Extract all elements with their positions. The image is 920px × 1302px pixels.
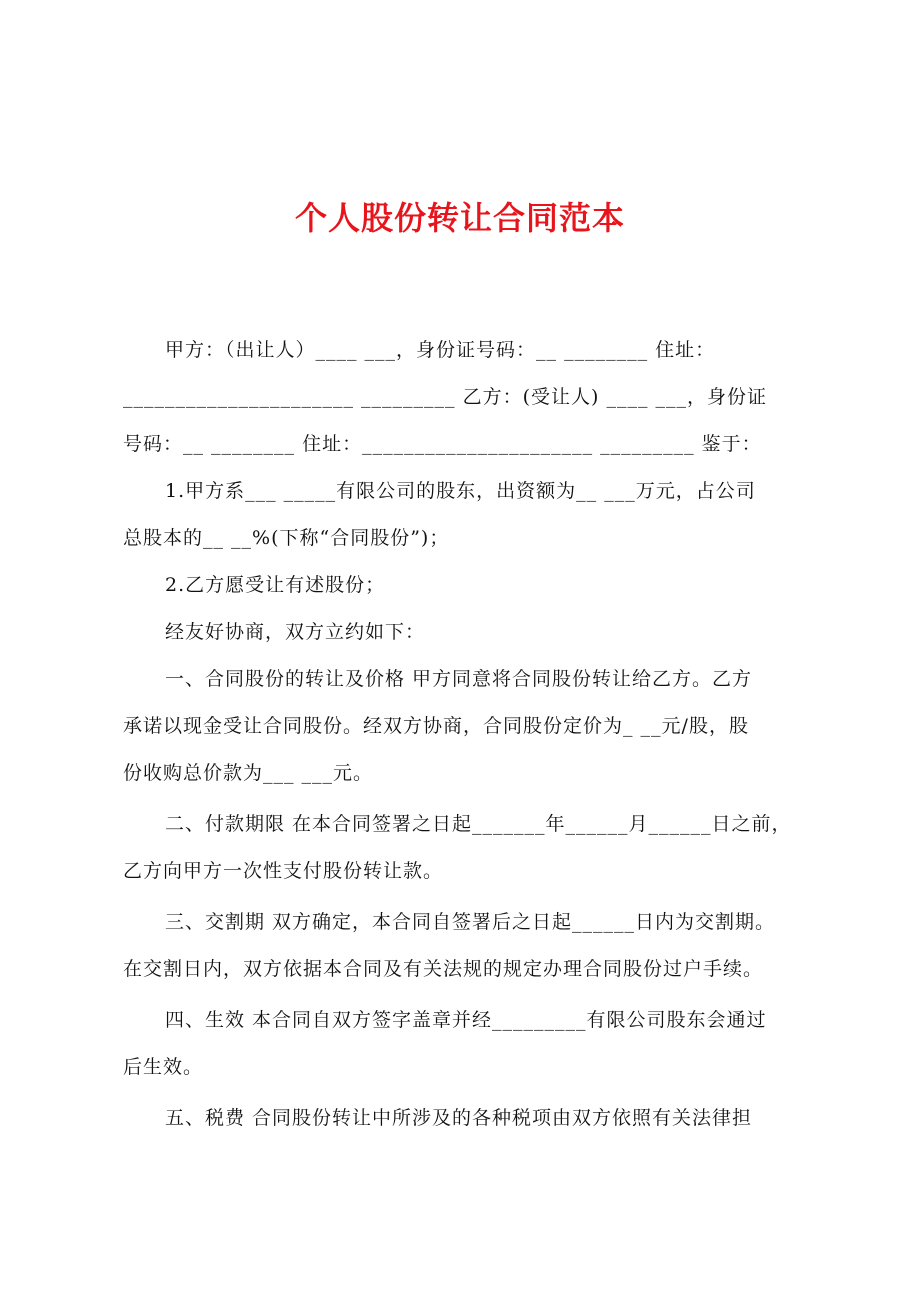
paragraph-article-4 [123,997,807,1091]
text-line: 一、合同股份的转让及价格 甲方同意将合同股份转让给乙方。乙方 [165,668,753,690]
text-line: 经友好协商，双方立约如下： [165,621,426,643]
text-line: 乙方向甲方一次性支付股份转让款。 [123,860,444,882]
text-line: 四、生效 本合同自双方签字盖章并经_________有限公司股东会通过 [165,1009,767,1031]
paragraph-clause-1 [123,468,807,562]
text-line: 2.乙方愿受让有述股份； [165,574,386,596]
paragraph-clause-2 [123,562,807,609]
text-line: 号码：__ ________ 住址：______________________ _________ 鉴于： [123,433,762,455]
text-line: 三、交割期 双方确定，本合同自签署后之日起______日内为交割期。 [165,911,776,933]
text-line: 后生效。 [123,1056,204,1078]
text-line: 1.甲方系___ _____有限公司的股东，出资额为__ ___万元，占公司 [165,480,756,502]
text-line: ______________________ _________ 乙方：(受让人) ____ ___，身份证 [123,386,767,408]
paragraph-article-5 [123,1095,807,1142]
text-line: 甲方：（出让人）____ ___，身份证号码：__ ________ 住址： [165,339,716,361]
text-line: 二、付款期限 在本合同签署之日起_______年______月______日之前， [165,813,792,835]
paragraph-agreement-intro [123,609,807,656]
paragraph-article-1 [123,656,807,797]
text-line: 承诺以现金受让合同股份。经双方协商，合同股份定价为_ __元/股，股 [123,715,749,737]
paragraph-article-3 [123,899,807,993]
text-line: 五、税费 合同股份转让中所涉及的各种税项由双方依照有关法律担 [165,1107,753,1129]
text-line: 份收购总价款为___ ___元。 [123,762,374,784]
paragraph-article-2 [123,801,807,895]
document-title: 个人股份转让合同范本 [294,199,625,237]
text-line: 总股本的__ __%(下称“合同股份”)； [123,527,450,549]
paragraph-party-info [123,327,807,468]
text-line: 在交割日内，双方依据本合同及有关法规的规定办理合同股份过户手续。 [123,958,764,980]
document-body [123,327,807,1142]
